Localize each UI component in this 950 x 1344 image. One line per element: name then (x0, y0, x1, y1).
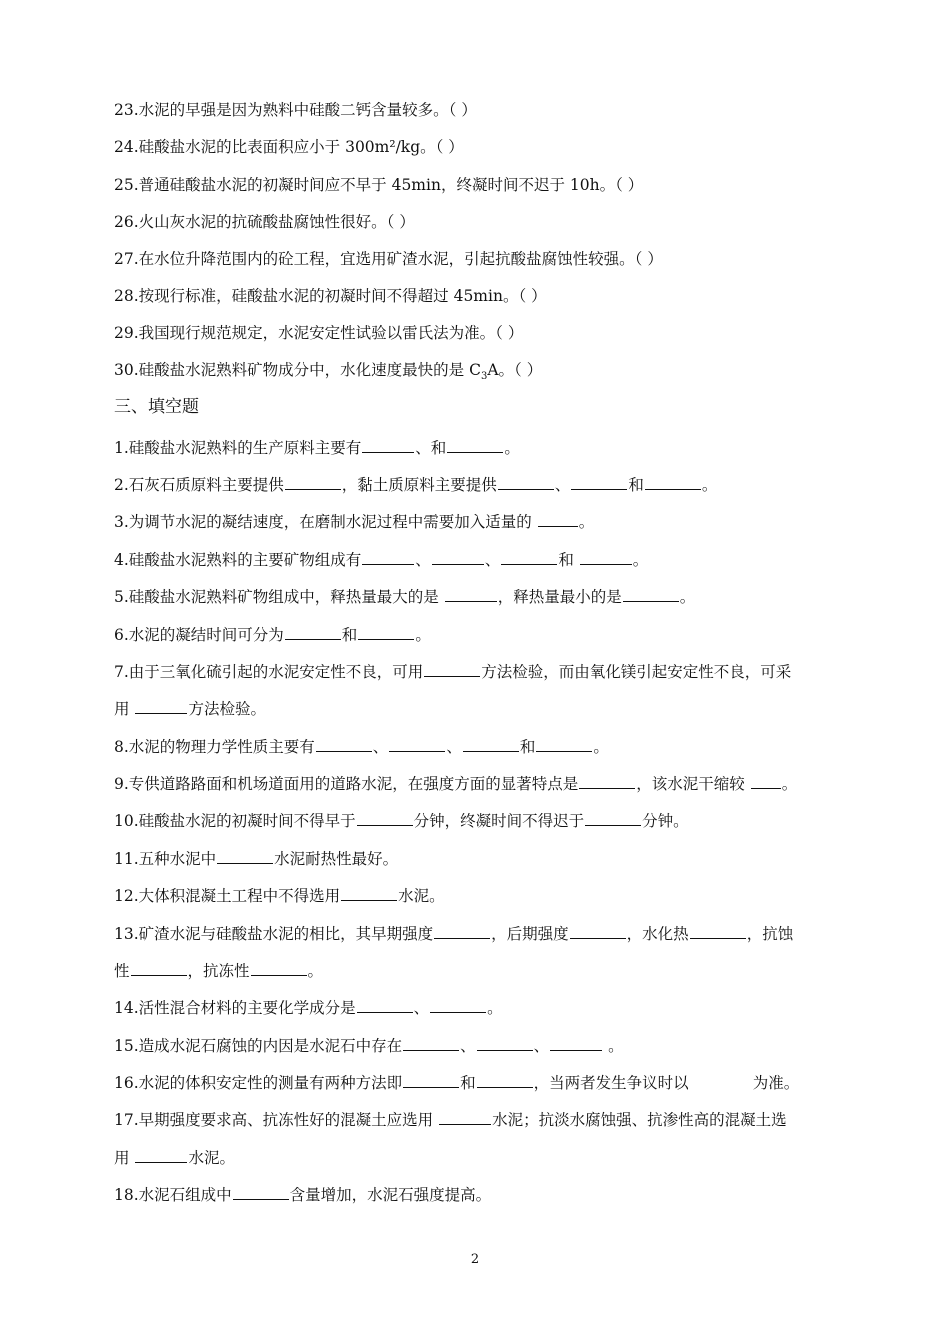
fill-question-6: 6.水泥的凝结时间可分为 和 。 (114, 623, 844, 645)
answer-blank[interactable] (751, 772, 781, 789)
fill-question-7-line-2: 用 方法检验。 (114, 697, 844, 719)
judgement-item-24: 24.硅酸盐水泥的比表面积应小于 300m²/kg。（ ） (114, 138, 464, 156)
answer-blank[interactable] (358, 623, 414, 640)
answer-blank[interactable] (430, 996, 486, 1013)
answer-blank[interactable] (536, 735, 592, 752)
fill-question-12: 12.大体积混凝土工程中不得选用 水泥。 (114, 884, 844, 906)
fill-question-16: 16.水泥的体积安定性的测量有两种方法即 和 ，当两者发生争议时以 为准。 (114, 1071, 844, 1093)
judgement-item-26: 26.火山灰水泥的抗硫酸盐腐蚀性很好。（ ） (114, 213, 415, 231)
fill-question-4: 4.硅酸盐水泥熟料的主要矿物组成有 、 、 和 。 (114, 548, 844, 570)
answer-blank[interactable] (357, 996, 413, 1013)
answer-blank[interactable] (131, 959, 187, 976)
fill-question-13-line-2: 性 ，抗冻性 。 (114, 959, 844, 981)
judgement-item-23: 23.水泥的早强是因为熟料中硅酸二钙含量较多。（ ） (114, 101, 477, 119)
fill-question-11: 11.五种水泥中 水泥耐热性最好。 (114, 847, 844, 869)
section-heading: 三、填空题 (114, 397, 199, 417)
answer-blank[interactable] (550, 1034, 602, 1051)
judgement-item-28: 28.按现行标准，硅酸盐水泥的初凝时间不得超过 45min。（ ） (114, 287, 547, 305)
answer-blank[interactable] (389, 735, 445, 752)
judgement-item-27: 27.在水位升降范围内的砼工程，宜选用矿渣水泥，引起抗酸盐腐蚀性较强。（ ） (114, 250, 663, 268)
fill-question-18: 18.水泥石组成中 含量增加，水泥石强度提高。 (114, 1183, 844, 1205)
answer-blank[interactable] (570, 922, 626, 939)
answer-blank[interactable] (432, 548, 484, 565)
fill-question-17-line-2: 用 水泥。 (114, 1146, 844, 1168)
answer-blank[interactable] (357, 809, 413, 826)
answer-blank[interactable] (690, 922, 746, 939)
answer-blank[interactable] (285, 473, 341, 490)
answer-blank[interactable] (341, 884, 397, 901)
answer-blank[interactable] (571, 473, 627, 490)
fill-question-1: 1.硅酸盐水泥熟料的生产原料主要有 、和 。 (114, 436, 844, 458)
answer-blank[interactable] (623, 585, 679, 602)
fill-question-10: 10.硅酸盐水泥的初凝时间不得早于 分钟，终凝时间不得迟于 分钟。 (114, 809, 844, 831)
page-number: 2 (470, 1252, 480, 1267)
fill-question-15: 15.造成水泥石腐蚀的内因是水泥石中存在 、 、 。 (114, 1034, 844, 1056)
answer-blank[interactable] (477, 1071, 533, 1088)
fill-question-17-line-1: 17.早期强度要求高、抗冻性好的混凝土应选用 水泥；抗淡水腐蚀强、抗渗性高的混凝土选 (114, 1108, 844, 1130)
judgement-item-30: 30.硅酸盐水泥熟料矿物成分中，水化速度最快的是 $C_3A$。（ ） (114, 361, 543, 383)
fill-question-7-line-1: 7.由于三氧化硫引起的水泥安定性不良，可用 方法检验，而由氧化镁引起安定性不良，可采 (114, 660, 844, 682)
answer-blank[interactable] (585, 809, 641, 826)
answer-blank[interactable] (463, 735, 519, 752)
fill-question-13-line-1: 13.矿渣水泥与硅酸盐水泥的相比，其早期强度 ，后期强度 ，水化热 ，抗蚀 (114, 922, 844, 944)
answer-blank[interactable] (285, 623, 341, 640)
fill-question-2: 2.石灰石质原料主要提供 ，黏土质原料主要提供 、 和 。 (114, 473, 844, 495)
answer-blank[interactable] (645, 473, 701, 490)
answer-blank[interactable] (362, 436, 414, 453)
answer-blank[interactable] (403, 1034, 459, 1051)
answer-blank[interactable] (445, 585, 497, 602)
answer-blank[interactable] (135, 1146, 187, 1163)
answer-blank[interactable] (217, 847, 273, 864)
fill-question-8: 8.水泥的物理力学性质主要有 、 、 和 。 (114, 735, 844, 757)
answer-blank[interactable] (501, 548, 557, 565)
judgement-item-29: 29.我国现行规范规定，水泥安定性试验以雷氏法为准。（ ） (114, 324, 524, 342)
answer-blank[interactable] (579, 772, 635, 789)
answer-blank[interactable] (434, 922, 490, 939)
answer-blank[interactable] (233, 1183, 289, 1200)
fill-question-3: 3.为调节水泥的凝结速度，在磨制水泥过程中需要加入适量的 。 (114, 510, 844, 532)
answer-blank[interactable] (439, 1108, 491, 1125)
answer-blank[interactable] (362, 548, 414, 565)
answer-blank[interactable] (403, 1071, 459, 1088)
answer-blank[interactable] (580, 548, 632, 565)
judgement-item-25: 25.普通硅酸盐水泥的初凝时间应不早于 45min，终凝时间不迟于 10h。（ ） (114, 176, 644, 194)
fill-question-5: 5.硅酸盐水泥熟料矿物组成中，释热量最大的是 ，释热量最小的是 。 (114, 585, 844, 607)
answer-blank[interactable] (135, 697, 187, 714)
answer-blank[interactable] (424, 660, 480, 677)
fill-question-14: 14.活性混合材料的主要化学成分是 、 。 (114, 996, 844, 1018)
answer-blank[interactable] (447, 436, 503, 453)
fill-question-9: 9.专供道路路面和机场道面用的道路水泥，在强度方面的显著特点是 ，该水泥干缩较 。 (114, 772, 844, 794)
answer-blank[interactable] (316, 735, 372, 752)
answer-blank[interactable] (251, 959, 307, 976)
answer-blank[interactable] (477, 1034, 533, 1051)
answer-blank[interactable] (498, 473, 554, 490)
answer-blank[interactable] (538, 510, 578, 527)
